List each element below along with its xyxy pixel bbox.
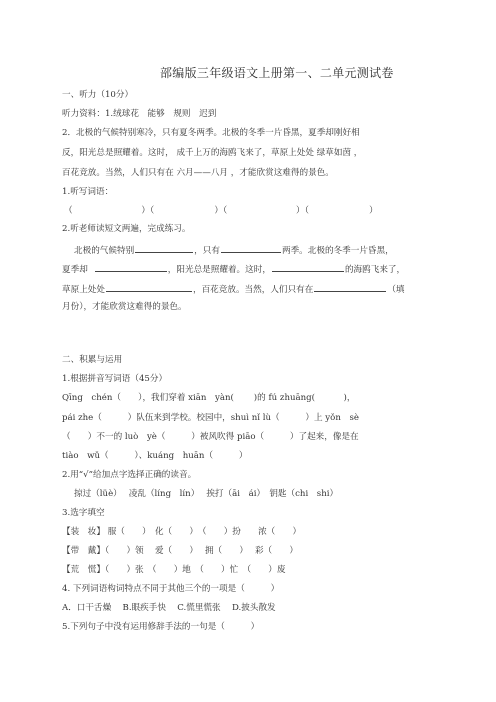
listening-material: 听力资料：1.绒球花 能够 规则 迟到 bbox=[62, 109, 217, 119]
word-choice-row-1: 【装 妆】 服（ ） 化（ ） （ ）扮 浓（ ） bbox=[62, 527, 302, 537]
question-4: 4. 下列词语构词特点不同于其他三个的一项是（ ） bbox=[62, 584, 280, 594]
pinyin-line-4: tiào wǔ（ ）、kuáng huān（ ） bbox=[62, 451, 248, 461]
fill-line-2 bbox=[62, 262, 405, 276]
word-choice-row-2: 【带 戴】（ ）领 爱（ ） 拥（ ） 彩（ ） bbox=[62, 546, 298, 556]
answer-blank[interactable] bbox=[272, 262, 344, 272]
dictation-blanks: （ ）（ ）（ ）（ ） bbox=[64, 206, 378, 216]
answer-blank[interactable] bbox=[314, 282, 386, 292]
pinyin-line-1: Qīng chén（ ），我们穿着 xiān yàn( )的 fú zhuāng( )， bbox=[62, 393, 356, 403]
pronunciation-question: 2.用“√”给加点字选择正确的读音。 bbox=[62, 470, 197, 480]
fill-text: 北极的气候特别 bbox=[74, 246, 135, 256]
question-4-options: A．口干舌燥 B.眼疾手快 C.慌里慌张 D.披头散发 bbox=[62, 603, 276, 613]
word-choice-question: 3.选字填空 bbox=[62, 508, 105, 518]
reading-question: 2.听老师读短文两遍，完成练习。 bbox=[62, 224, 191, 234]
fill-text: ，百花竞放。当然，人们只有在 bbox=[192, 285, 314, 295]
fill-text: ，只有 bbox=[194, 246, 220, 256]
answer-blank[interactable] bbox=[106, 282, 192, 292]
fill-text: 两季。北极的冬季一片昏黑， bbox=[281, 246, 394, 256]
pinyin-line-3: （ ）不一的 luò yè（ ）被风吹得 piāo（ ）了起来，像是在 bbox=[62, 432, 359, 442]
listening-passage-line-3: 百花竞放。当然，人们只有在 六月——八月 ，才能欣赏这难得的景色。 bbox=[62, 168, 334, 178]
pronunciation-items: 掠过（lüè） 凌乱（líng lín） 挨打（āi ái） 钥匙（chi shi） bbox=[74, 489, 339, 499]
fill-text: ，阳光总是照耀着。这时， bbox=[167, 265, 271, 275]
page-title: 部编版三年级语文上册第一、二单元测试卷 bbox=[160, 66, 394, 80]
section-2-heading: 二、积累与运用 bbox=[62, 355, 123, 365]
listening-passage-line-1: 2．北极的气候特别寒冷，只有夏冬两季。北极的冬季一片昏黑，夏季却刚好相 bbox=[62, 128, 360, 138]
fill-line-1 bbox=[74, 243, 394, 257]
answer-blank[interactable] bbox=[221, 243, 281, 253]
word-choice-row-3: 【荒 慌】（ ）张 （ ）地 （ ）忙 （ ）废 bbox=[62, 565, 286, 575]
fill-text: 的海鸥飞来了， bbox=[344, 265, 406, 275]
fill-text: 草原上处处 bbox=[62, 285, 105, 295]
answer-blank[interactable] bbox=[95, 262, 167, 272]
fill-text: （填 bbox=[387, 285, 405, 295]
question-5: 5.下列句子中没有运用修辞手法的一句是（ ） bbox=[62, 622, 260, 632]
fill-line-4: 月份），才能欣赏这难得的景色。 bbox=[62, 302, 187, 312]
pinyin-line-2: pái zhe（ ）队伍来到学校。校园中，shuì nǐ lù（ ）上 yǒn sè bbox=[62, 413, 359, 423]
section-1-heading: 一、听力（10分） bbox=[62, 90, 134, 100]
pinyin-question: 1.根据拼音写词语（45分） bbox=[62, 374, 168, 384]
fill-line-3 bbox=[62, 282, 405, 296]
answer-blank[interactable] bbox=[135, 243, 193, 253]
dictation-question: 1.听写词语： bbox=[62, 187, 114, 197]
fill-text: 夏季却 bbox=[62, 265, 88, 275]
listening-passage-line-2: 反，阳光总是照耀着。这时， 成千上万的海鸥飞来了，草原上处处 绿草如茵 ， bbox=[62, 148, 363, 158]
